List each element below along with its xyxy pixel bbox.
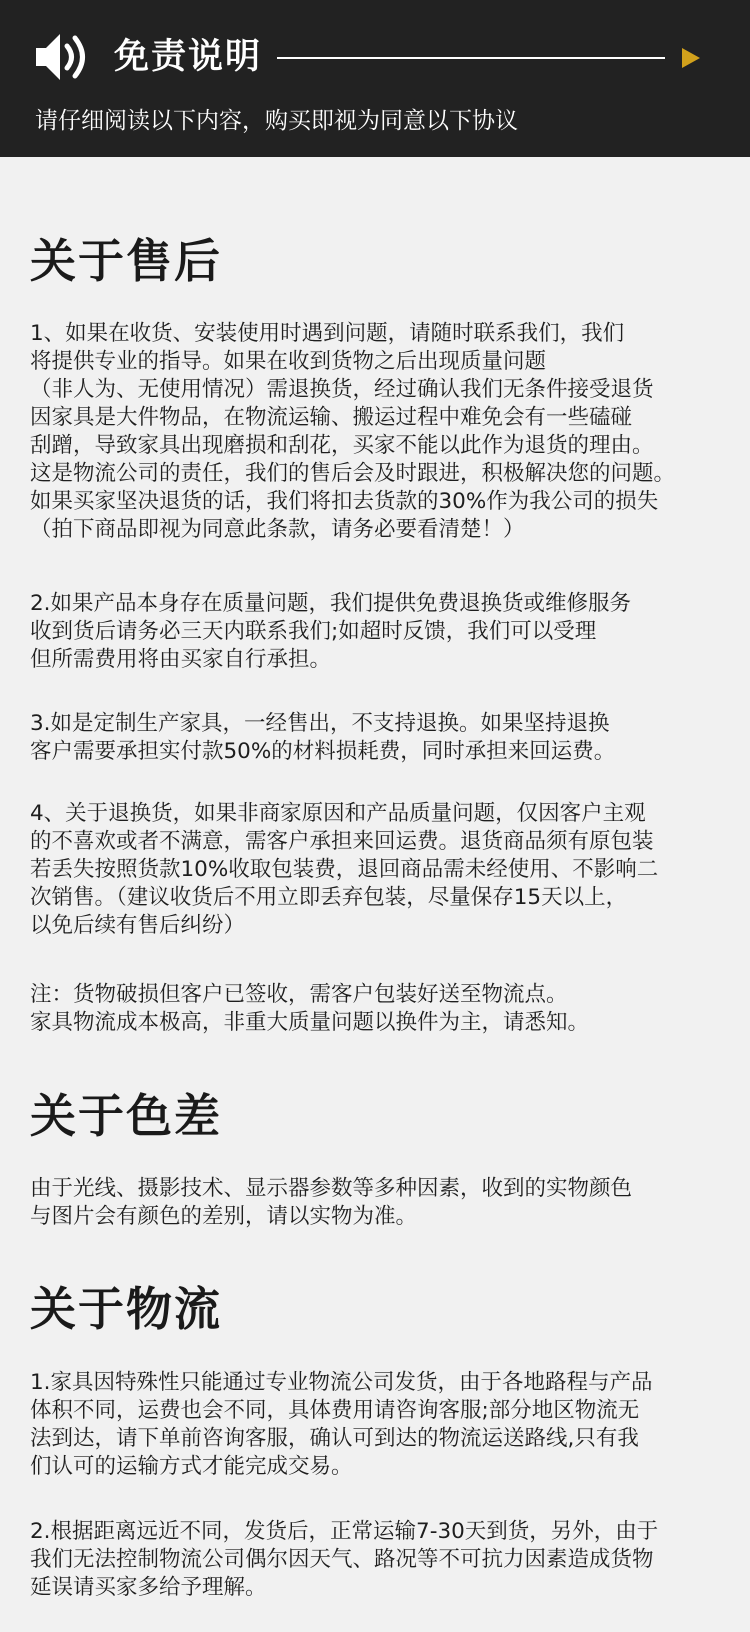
text-line: 如果买家坚决退货的话，我们将扣去货款的30%作为我公司的损失 (30, 489, 659, 514)
text-line: 若丢失按照货款10%收取包装费，退回商品需未经使用、不影响二 (30, 857, 659, 882)
text-line: 刮蹭，导致家具出现磨损和刮花，买家不能以此作为退货的理由。 (30, 433, 654, 458)
text-line: 收到货后请务必三天内联系我们;如超时反馈，我们可以受理 (30, 619, 597, 644)
header-divider (277, 57, 665, 59)
text-line: 我们无法控制物流公司偶尔因天气、路况等不可抗力因素造成货物 (30, 1547, 654, 1572)
text-line: （拍下商品即视为同意此条款，请务必要看清楚！） (30, 517, 525, 542)
text-line: 3.如是定制生产家具，一经售出，不支持退换。如果坚持退换 (30, 711, 610, 736)
after-sales-paragraph-1 (30, 320, 730, 544)
text-line: 但所需费用将由买家自行承担。 (30, 647, 332, 672)
logistics-paragraph-1 (30, 1369, 730, 1481)
text-line: 延误请买家多给予理解。 (30, 1575, 267, 1600)
text-line: 注：货物破损但客户已签收，需客户包装好送至物流点。 (30, 982, 568, 1007)
text-line: 1.家具因特殊性只能通过专业物流公司发货，由于各地路程与产品 (30, 1370, 653, 1395)
text-line: （非人为、无使用情况）需退换货，经过确认我们无条件接受退货 (30, 377, 654, 402)
play-arrow-icon (682, 48, 700, 68)
text-line: 这是物流公司的责任，我们的售后会及时跟进，积极解决您的问题。 (30, 461, 676, 486)
text-line: 次销售。（建议收货后不用立即丢弃包装，尽量保存15天以上， (30, 885, 628, 910)
text-line: 以免后续有售后纠纷） (30, 913, 246, 938)
text-line: 2.如果产品本身存在质量问题，我们提供免费退换货或维修服务 (30, 591, 632, 616)
section-title-logistics: 关于物流 (30, 1282, 222, 1336)
header-title: 免责说明 (114, 37, 263, 77)
section-title-after-sales: 关于售后 (30, 234, 222, 288)
text-line: 体积不同，运费也会不同，具体费用请咨询客服;部分地区物流无 (30, 1398, 640, 1423)
header-banner (0, 0, 750, 157)
text-line: 1、如果在收货、安装使用时遇到问题，请随时联系我们，我们 (30, 321, 625, 346)
logistics-paragraph-2 (30, 1518, 730, 1602)
after-sales-paragraph-3 (30, 710, 730, 766)
text-line: 客户需要承担实付款50%的材料损耗费，同时承担来回运费。 (30, 739, 616, 764)
after-sales-note (30, 981, 730, 1037)
header-subtitle: 请仔细阅读以下内容，购买即视为同意以下协议 (35, 108, 518, 134)
speaker-icon (34, 28, 92, 86)
text-line: 4、关于退换货，如果非商家原因和产品质量问题，仅因客户主观 (30, 801, 646, 826)
text-line: 因家具是大件物品，在物流运输、搬运过程中难免会有一些磕碰 (30, 405, 633, 430)
text-line: 们认可的运输方式才能完成交易。 (30, 1454, 353, 1479)
text-line: 法到达，请下单前咨询客服，确认可到达的物流运送路线,只有我 (30, 1426, 639, 1451)
text-line: 将提供专业的指导。如果在收到货物之后出现质量问题 (30, 349, 547, 374)
text-line: 与图片会有颜色的差别，请以实物为准。 (30, 1204, 418, 1229)
after-sales-paragraph-2 (30, 590, 730, 674)
after-sales-paragraph-4 (30, 800, 730, 940)
text-line: 的不喜欢或者不满意，需客户承担来回运费。退货商品须有原包装 (30, 829, 654, 854)
text-line: 2.根据距离远近不同，发货后，正常运输7-30天到货，另外，由于 (30, 1519, 659, 1544)
text-line: 由于光线、摄影技术、显示器参数等多种因素，收到的实物颜色 (30, 1176, 633, 1201)
text-line: 家具物流成本极高，非重大质量问题以换件为主，请悉知。 (30, 1010, 590, 1035)
color-difference-paragraph (30, 1175, 730, 1231)
section-title-color-difference: 关于色差 (30, 1089, 222, 1143)
